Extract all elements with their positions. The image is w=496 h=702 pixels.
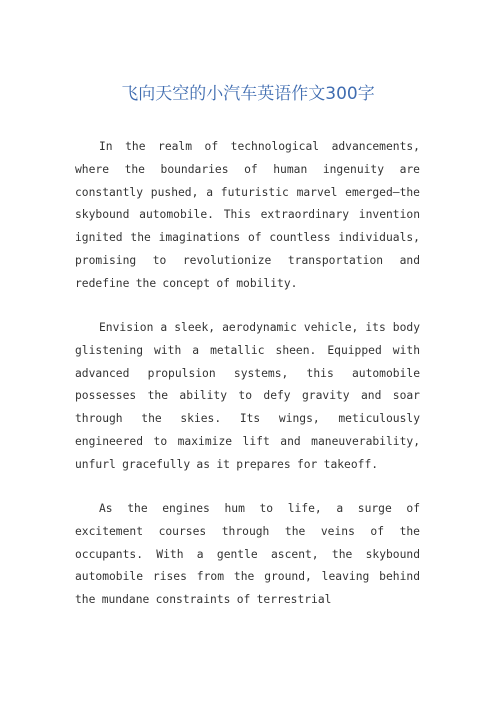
paragraph-3: As the engines hum to life, a surge of excitement courses through the veins of the occupants. With a gentle ascent, the skybound automobile rises from the ground, leaving behind the mundane constraints of terrestrial bbox=[75, 502, 420, 607]
document-title: 飞向天空的小汽车英语作文300字 bbox=[121, 84, 375, 104]
paragraph-1: In the realm of technological advancements, where the boundaries of human ingenuity are constantly pushed, a futuristic marvel emerged—the skybound automobile. This extraordinary invention ignited the imaginations of countless individuals, promising to revolutionize transportation and redefine the concept of mobility. bbox=[75, 140, 420, 290]
paragraph-2: Envision a sleek, aerodynamic vehicle, its body glistening with a metallic sheen. Equipped with advanced propulsion systems, this automobile possesses the ability to defy gravity and soar through the skies. Its wings, meticulously engineered to maximize lift and maneuverability, unfurl gracefully as it prepares for takeoff. bbox=[75, 321, 420, 471]
